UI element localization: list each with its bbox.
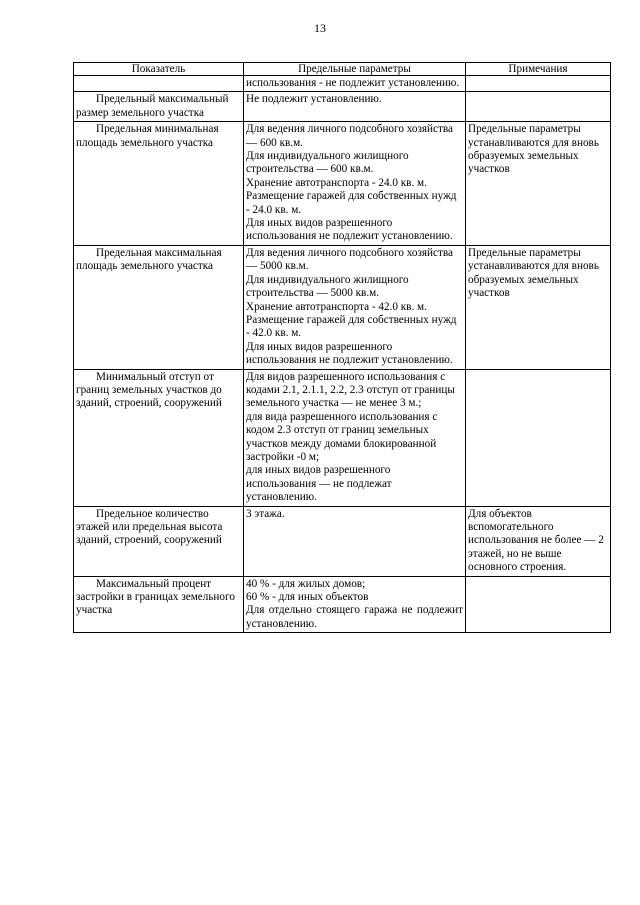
parameter-line: использования - не подлежит установлению. — [246, 77, 460, 89]
parameter-line: Для иных видов разрешенного использования не подлежит установлению. — [246, 340, 453, 367]
parameter-line: Для ведения личного подсобного хозяйства — 5000 кв.м. — [246, 246, 453, 273]
parameters-cell — [244, 122, 466, 246]
note-cell — [466, 576, 611, 633]
parameter-line: Не подлежит установлению. — [246, 93, 382, 106]
table-row — [74, 506, 611, 576]
header-parameters: Предельные параметры — [244, 63, 466, 76]
note-cell — [466, 92, 611, 122]
table-row — [74, 76, 611, 92]
note-cell: Предельные параметры устанавливаются для вновь образуемых земельных участков — [466, 122, 611, 246]
parameter-line: 3 этажа. — [246, 507, 285, 520]
indicator-cell: Предельное количество этажей или предельная высота зданий, строений, сооружений — [74, 506, 244, 576]
header-indicator: Показатель — [74, 63, 244, 76]
indicator-cell: Предельная минимальная площадь земельного участка — [74, 122, 244, 246]
indicator-cell: Предельная максимальная площадь земельного участка — [74, 245, 244, 369]
parameters-cell — [244, 245, 466, 369]
indicator-cell: Предельный максимальный размер земельного участка — [74, 92, 244, 122]
table-row — [74, 576, 611, 633]
parameters-cell — [244, 76, 466, 92]
parameter-line: Для индивидуального жилищного строительства — 5000 кв.м. — [246, 273, 409, 300]
table-row — [74, 92, 611, 122]
parameter-line: 40 % - для жилых домов; — [246, 577, 366, 590]
note-cell — [466, 76, 611, 92]
parameter-line: для вида разрешенного использования с кодом 2.3 отступ от границ земельных участков между домами блокированной застройки -0 м; — [246, 410, 438, 463]
parameters-cell — [244, 92, 466, 122]
parameter-line: Для иных видов разрешенного использования не подлежит установлению. — [246, 217, 453, 243]
parameters-cell — [244, 506, 466, 576]
parameter-line: Для ведения личного подсобного хозяйства — 600 кв.м. — [246, 123, 453, 149]
parameter-line: Для индивидуального жилищного строительства — 600 кв.м. — [246, 150, 409, 176]
parameter-line: Размещение гаражей для собственных нужд - 42.0 кв. м. — [246, 313, 457, 340]
parameters-cell — [244, 576, 466, 633]
parameter-line: Хранение автотранспорта - 42.0 кв. м. — [246, 300, 427, 313]
table-row — [74, 369, 611, 506]
table-row — [74, 122, 611, 246]
parameter-line: Для отдельно стоящего гаража не подлежит установлению. — [246, 604, 463, 630]
header-notes: Примечания — [466, 63, 611, 76]
parameter-line: для иных видов разрешенного использования — не подлежат установлению. — [246, 464, 392, 504]
indicator-cell — [74, 76, 244, 92]
page-number: 13 — [314, 21, 326, 35]
parameters-cell — [244, 369, 466, 506]
table-row — [74, 245, 611, 369]
parameter-line: Хранение автотранспорта - 24.0 кв. м. — [246, 176, 427, 189]
indicator-cell: Минимальный отступ от границ земельных участков до зданий, строений, сооружений — [74, 369, 244, 506]
note-cell — [466, 369, 611, 506]
parameters-table — [73, 62, 611, 633]
table-header-row — [74, 63, 611, 76]
parameter-line: Для видов разрешенного использования с кодами 2.1, 2.1.1, 2.2, 2.3 отступ от границы земельного участка — не менее 3 м.; — [246, 370, 455, 410]
note-cell: Для объектов вспомогательного использования не более — 2 этажей, но не выше основного строения. — [466, 506, 611, 576]
note-cell: Предельные параметры устанавливаются для вновь образуемых земельных участков — [466, 245, 611, 369]
parameter-line: Размещение гаражей для собственных нужд - 24.0 кв. м. — [246, 190, 457, 216]
parameter-line: 60 % - для иных объектов — [246, 591, 369, 604]
indicator-cell: Максимальный процент застройки в границах земельного участка — [74, 576, 244, 633]
